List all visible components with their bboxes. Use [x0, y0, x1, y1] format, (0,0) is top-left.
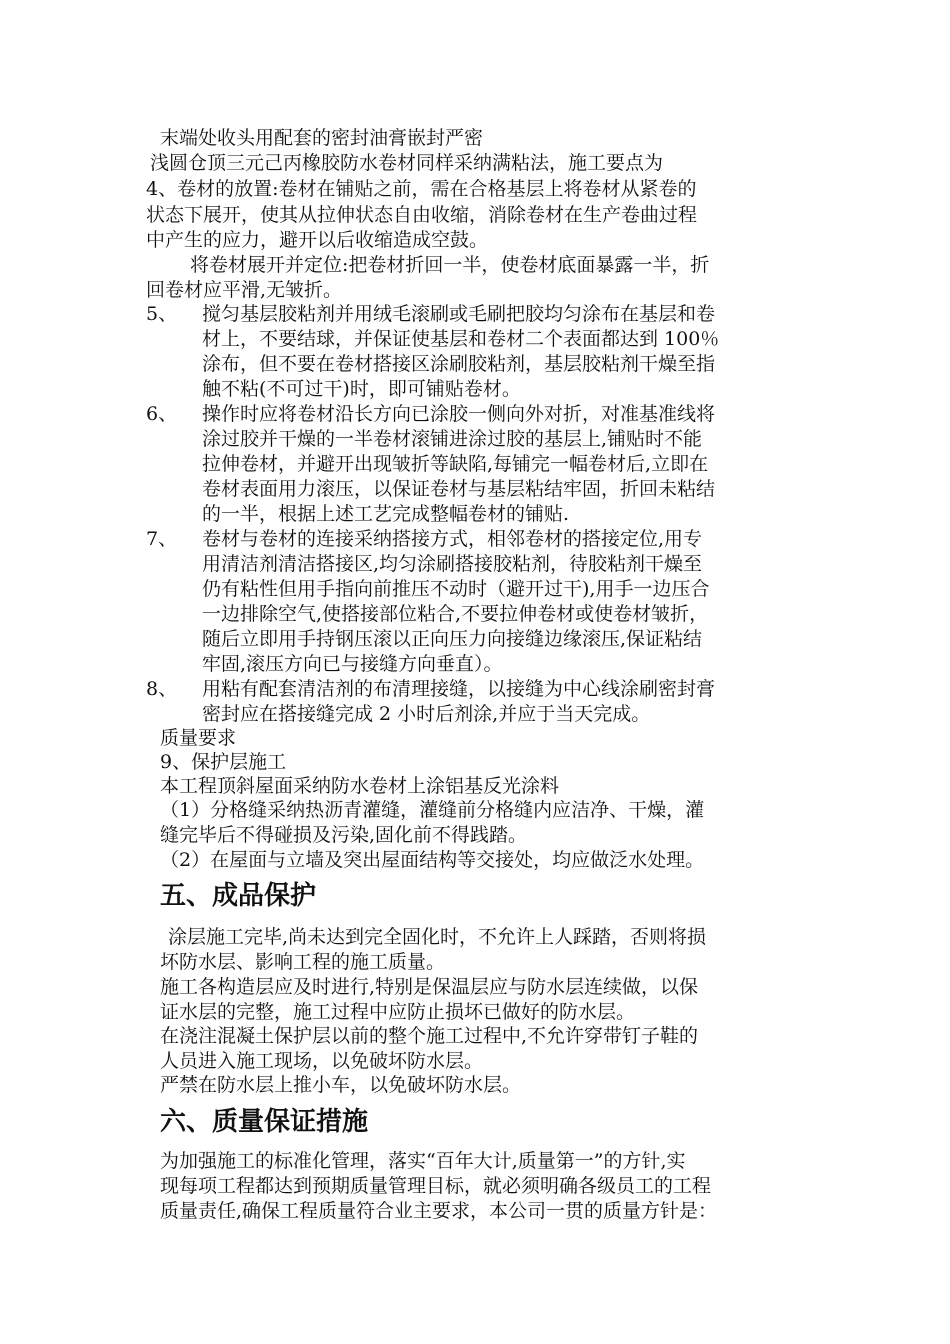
list-item-line: 拉伸卷材，并避开出现皱折等缺陷,每铺完一幅卷材后,立即在 — [202, 453, 709, 475]
list-item-number: 8、 — [146, 678, 178, 700]
list-item-line: 一边排除空气,使搭接部位粘合,不要拉伸卷材或使卷材皱折， — [202, 603, 709, 625]
text-line: 人员进入施工现场，以免破坏防水层。 — [160, 1050, 484, 1072]
list-item-line: 卷材表面用力滚压，以保证卷材与基层粘结牢固，折回未粘结 — [202, 478, 716, 500]
text-line: 末端处收头用配套的密封油膏嵌封严密 — [160, 127, 484, 149]
text-line: 中产生的应力，避开以后收缩造成空鼓。 — [146, 229, 489, 251]
list-item-line: 的一半，根据上述工艺完成整幅卷材的铺贴. — [202, 503, 570, 525]
text-line: 质量责任,确保工程质量符合业主要求，本公司一贯的质量方针是： — [160, 1200, 718, 1222]
list-item-line: 涂过胶并干燥的一半卷材滚铺进涂过胶的基层上,铺贴时不能 — [202, 428, 703, 450]
section-heading: 五、成品保护 — [160, 881, 317, 911]
text-line: 缝完毕后不得碰损及污染,固化前不得践踏。 — [160, 824, 528, 846]
list-item-line: 用粘有配套清洁剂的布清理接缝，以接缝为中心线涂刷密封膏 — [202, 678, 716, 700]
text-line: 在浇注混凝土保护层以前的整个施工过程中,不允许穿带钉子鞋的 — [160, 1025, 699, 1047]
list-item-line: 密封应在搭接缝完成 2 小时后剂涂,并应于当天完成。 — [202, 703, 651, 725]
list-item-number: 7、 — [146, 528, 178, 550]
text-line: 回卷材应平滑,无皱折。 — [146, 279, 343, 301]
list-item-line: 操作时应将卷材沿长方向已涂胶一侧向外对折，对准基准线将 — [202, 403, 716, 425]
list-item-line: 涂布，但不要在卷材搭接区涂刷胶粘剂，基层胶粘剂干燥至指 — [202, 353, 716, 375]
text-line: 严禁在防水层上推小车，以免破坏防水层。 — [160, 1074, 522, 1096]
section-heading: 六、质量保证措施 — [160, 1107, 369, 1137]
text-line: 坏防水层、影响工程的施工质量。 — [160, 951, 446, 973]
list-item-line: 仍有粘性但用手指向前推压不动时（避开过干),用手一边压合 — [202, 578, 710, 600]
text-line: 将卷材展开并定位:把卷材折回一半，使卷材底面暴露一半，折 — [190, 254, 710, 276]
list-item-line: 卷材与卷材的连接采纳搭接方式，相邻卷材的搭接定位,用专 — [202, 528, 703, 550]
list-item-line: 用清洁剂清洁搭接区,均匀涂刷搭接胶粘剂，待胶粘剂干燥至 — [202, 553, 703, 575]
text-line: 施工各构造层应及时进行,特别是保温层应与防水层连续做，以保 — [160, 976, 699, 998]
text-line: 涂层施工完毕,尚未达到完全固化时，不允许上人踩踏，否则将损 — [168, 926, 707, 948]
text-line: （1）分格缝采纳热沥青灌缝，灌缝前分格缝内应洁净、干燥，灌 — [160, 799, 705, 821]
list-item-line: 搅匀基层胶粘剂并用绒毛滚刷或毛刷把胶均匀涂布在基层和卷 — [202, 303, 716, 325]
list-item-number: 6、 — [146, 403, 178, 425]
list-item-line: 牢固,滚压方向已与接缝方向垂直）。 — [202, 653, 503, 675]
text-line: 4、卷材的放置:卷材在铺贴之前，需在合格基层上将卷材从紧卷的 — [146, 178, 697, 200]
text-line: 浅圆仓顶三元己丙橡胶防水卷材同样采纳满粘法，施工要点为 — [150, 152, 664, 174]
text-line: 质量要求 — [160, 727, 237, 749]
list-item-number: 5、 — [146, 303, 178, 325]
text-line: （2）在屋面与立墙及突出屋面结构等交接处，均应做泛水处理。 — [160, 849, 705, 871]
text-line: 9、保护层施工 — [160, 751, 287, 773]
list-item-line: 触不粘(不可过干)时，即可铺贴卷材。 — [202, 378, 521, 400]
text-line: 状态下展开，使其从拉伸状态自由收缩，消除卷材在生产卷曲过程 — [146, 204, 698, 226]
text-line: 本工程顶斜屋面采纳防水卷材上涂铝基反光涂料 — [160, 775, 560, 797]
text-line: 为加强施工的标准化管理，落实“百年大计,质量第一”的方针,实 — [160, 1150, 686, 1172]
list-item-line: 随后立即用手持钢压滚以正向压力向接缝边缘滚压,保证粘结 — [202, 628, 703, 650]
text-line: 现每项工程都达到预期质量管理目标，就必须明确各级员工的工程 — [160, 1175, 712, 1197]
list-item-line: 材上，不要结球，并保证使基层和卷材二个表面都达到 100％ — [202, 328, 720, 350]
text-line: 证水层的完整，施工过程中应防止损坏已做好的防水层。 — [160, 1001, 636, 1023]
